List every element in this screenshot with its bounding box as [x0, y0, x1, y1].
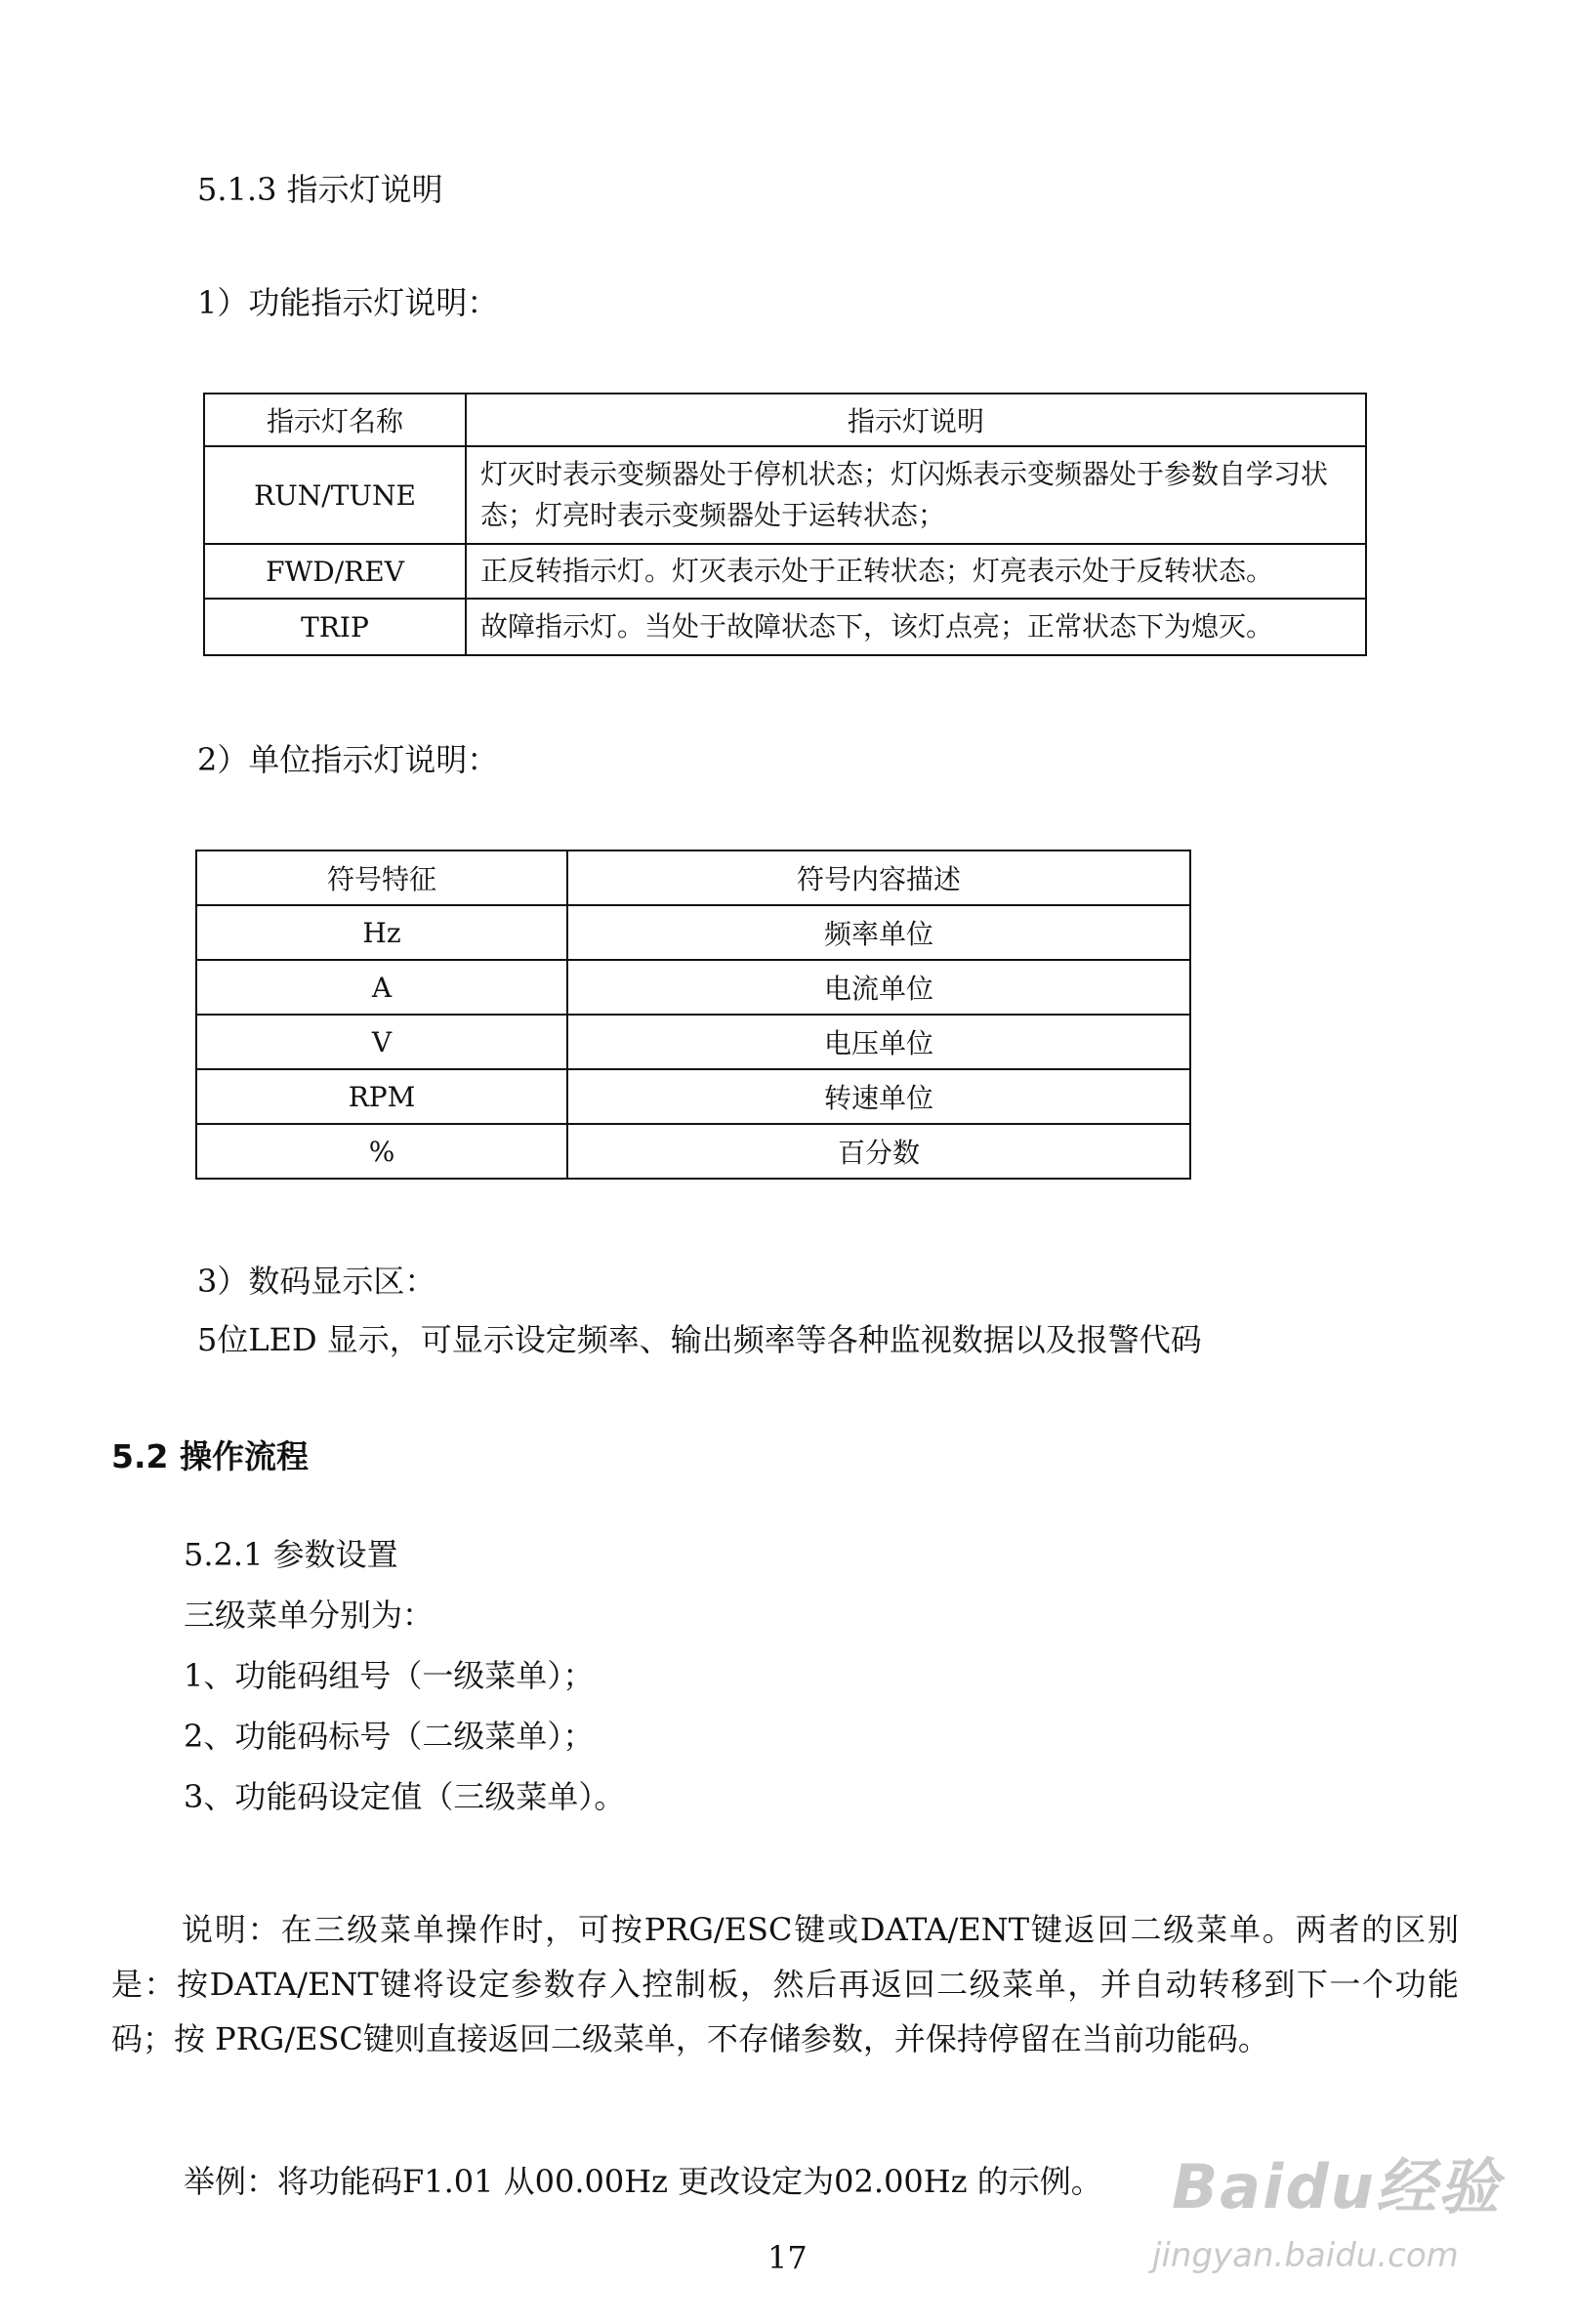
symbol-cell: RPM: [196, 1069, 567, 1124]
symbol-cell: %: [196, 1124, 567, 1179]
table-header-row: [204, 394, 1366, 446]
menu-list-item: 2、功能码标号（二级菜单）；: [184, 1718, 595, 1755]
symbol-cell: Hz: [196, 905, 567, 960]
table-row: [196, 905, 1190, 960]
note-paragraph: 说明：在三级菜单操作时，可按PRG/ESC键或DATA/ENT键返回二级菜单。两者的区别是：按DATA/ENT键将设定参数存入控制板，然后再返回二级菜单，并自动转移到下一个功能码；按 PRG/ESC键则直接返回二级菜单，不存储参数，并保持停留在当前功能码。: [111, 1911, 1459, 2057]
symbol-cell: A: [196, 960, 567, 1015]
function-indicator-subheading: 1）功能指示灯说明：: [197, 284, 499, 321]
section-5-2-heading: 5.2 操作流程: [111, 1437, 309, 1475]
indicator-desc-cell: 故障指示灯。当处于故障状态下，该灯点亮；正常状态下为熄灭。: [466, 599, 1366, 655]
menu-list-item: 1、功能码组号（一级菜单）；: [184, 1657, 595, 1694]
menu-list-item: 3、功能码设定值（三级菜单）。: [184, 1778, 626, 1815]
digital-display-text: 5位LED 显示，可显示设定频率、输出频率等各种监视数据以及报警代码: [197, 1321, 1202, 1358]
section-5-1-3-heading: 5.1.3 指示灯说明: [197, 171, 443, 208]
table-row: [204, 599, 1366, 655]
unit-indicator-subheading: 2）单位指示灯说明：: [197, 741, 499, 778]
indicator-name-cell: FWD/REV: [204, 544, 466, 599]
table-row: [196, 960, 1190, 1015]
symbol-cell: V: [196, 1015, 567, 1069]
indicator-name-cell: TRIP: [204, 599, 466, 655]
indicator-desc-cell: 正反转指示灯。灯灭表示处于正转状态；灯亮表示处于反转状态。: [466, 544, 1366, 599]
table-row: [204, 544, 1366, 599]
watermark-logo: Baidu经验: [1172, 2151, 1501, 2222]
table-header-cell: 符号特征: [196, 851, 567, 905]
table-row: [196, 1015, 1190, 1069]
table-row: [196, 1069, 1190, 1124]
table-header-cell: 符号内容描述: [567, 851, 1190, 905]
example-text: 举例：将功能码F1.01 从00.00Hz 更改设定为02.00Hz 的示例。: [184, 2163, 1102, 2200]
symbol-desc-cell: 转速单位: [567, 1069, 1190, 1124]
unit-indicator-table: [195, 850, 1191, 1180]
symbol-desc-cell: 电压单位: [567, 1015, 1190, 1069]
function-indicator-table: [203, 393, 1367, 656]
menu-intro-text: 三级菜单分别为：: [184, 1597, 435, 1634]
table-header-cell: 指示灯说明: [466, 394, 1366, 446]
digital-display-subheading: 3）数码显示区：: [197, 1263, 436, 1300]
section-5-2-1-heading: 5.2.1 参数设置: [184, 1536, 398, 1573]
table-row: [196, 1124, 1190, 1179]
indicator-desc-cell: 灯灭时表示变频器处于停机状态；灯闪烁表示变频器处于参数自学习状态；灯亮时表示变频器处于运转状态；: [466, 446, 1366, 544]
table-header-cell: 指示灯名称: [204, 394, 466, 446]
table-header-row: [196, 851, 1190, 905]
symbol-desc-cell: 百分数: [567, 1124, 1190, 1179]
symbol-desc-cell: 频率单位: [567, 905, 1190, 960]
watermark-url: jingyan.baidu.com: [1152, 2236, 1459, 2275]
symbol-desc-cell: 电流单位: [567, 960, 1190, 1015]
page-number: 17: [767, 2239, 808, 2276]
indicator-name-cell: RUN/TUNE: [204, 446, 466, 544]
table-row: [204, 446, 1366, 544]
